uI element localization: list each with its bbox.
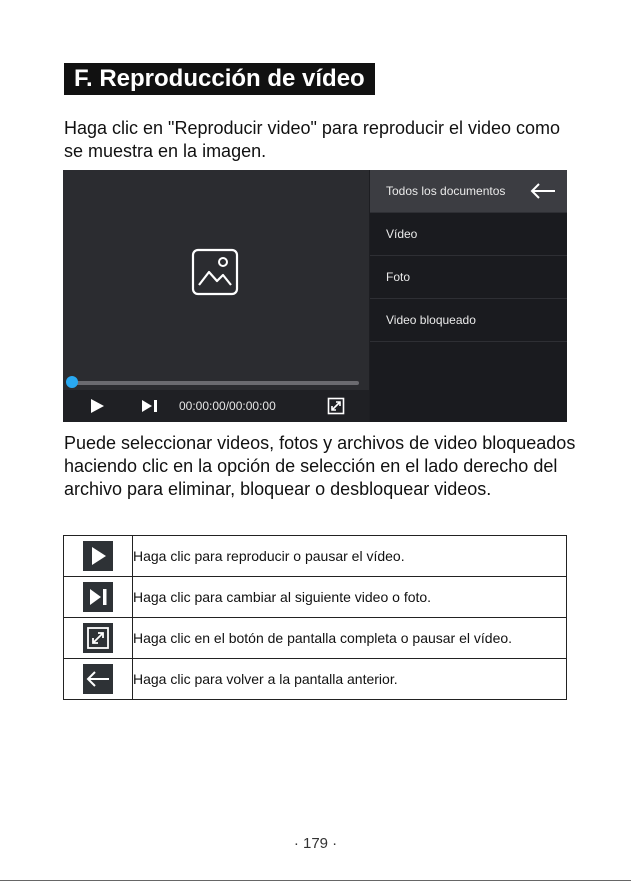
menu-item-photo[interactable] — [370, 256, 567, 299]
icon-legend-table — [63, 535, 567, 700]
control-bar — [63, 390, 369, 422]
back-arrow-icon — [83, 664, 113, 694]
legend-text: Haga clic en el botón de pantalla completa o pausar el vídeo. — [133, 618, 567, 659]
intro-text: Haga clic en "Reproducir video" para reproducir el video como se muestra en la imagen. — [64, 118, 561, 161]
legend-text: Haga clic para cambiar al siguiente video o foto. — [133, 577, 567, 618]
table-row — [64, 536, 567, 577]
table-row — [64, 618, 567, 659]
skip-next-icon[interactable] — [141, 398, 159, 414]
menu-item-locked-video[interactable] — [370, 299, 567, 342]
progress-thumb[interactable] — [66, 376, 78, 388]
play-icon — [83, 541, 113, 571]
menu-item-video[interactable] — [370, 213, 567, 256]
back-arrow-icon[interactable] — [529, 182, 557, 200]
file-filter-menu — [370, 170, 567, 422]
progress-track[interactable] — [71, 381, 359, 385]
menu-item-label: Video bloqueado — [386, 313, 476, 327]
bottom-divider — [0, 880, 631, 881]
time-display: 00:00:00/00:00:00 — [179, 399, 276, 413]
section-title: F. Reproducción de vídeo — [64, 63, 375, 95]
player-screenshot — [63, 170, 567, 422]
table-row — [64, 577, 567, 618]
legend-text: Haga clic para volver a la pantalla anterior. — [133, 659, 567, 700]
video-area[interactable] — [63, 170, 369, 422]
skip-next-icon — [83, 582, 113, 612]
image-placeholder-icon — [190, 247, 240, 297]
legend-text: Haga clic para reproducir o pausar el vídeo. — [133, 536, 567, 577]
page-number: · 179 · — [293, 835, 338, 852]
description-text: Puede seleccionar videos, fotos y archivos de video bloqueados haciendo clic en la opción de selección en el lado derecho del archivo para eliminar, bloquear o desbloquear videos. — [64, 433, 576, 499]
menu-item-label: Todos los documentos — [386, 184, 506, 198]
menu-item-label: Foto — [386, 270, 411, 284]
menu-item-label: Vídeo — [386, 227, 418, 241]
table-row — [64, 659, 567, 700]
menu-item-all-documents[interactable] — [370, 170, 567, 213]
play-icon[interactable] — [89, 398, 105, 414]
fullscreen-icon[interactable] — [327, 397, 345, 415]
fullscreen-icon — [83, 623, 113, 653]
